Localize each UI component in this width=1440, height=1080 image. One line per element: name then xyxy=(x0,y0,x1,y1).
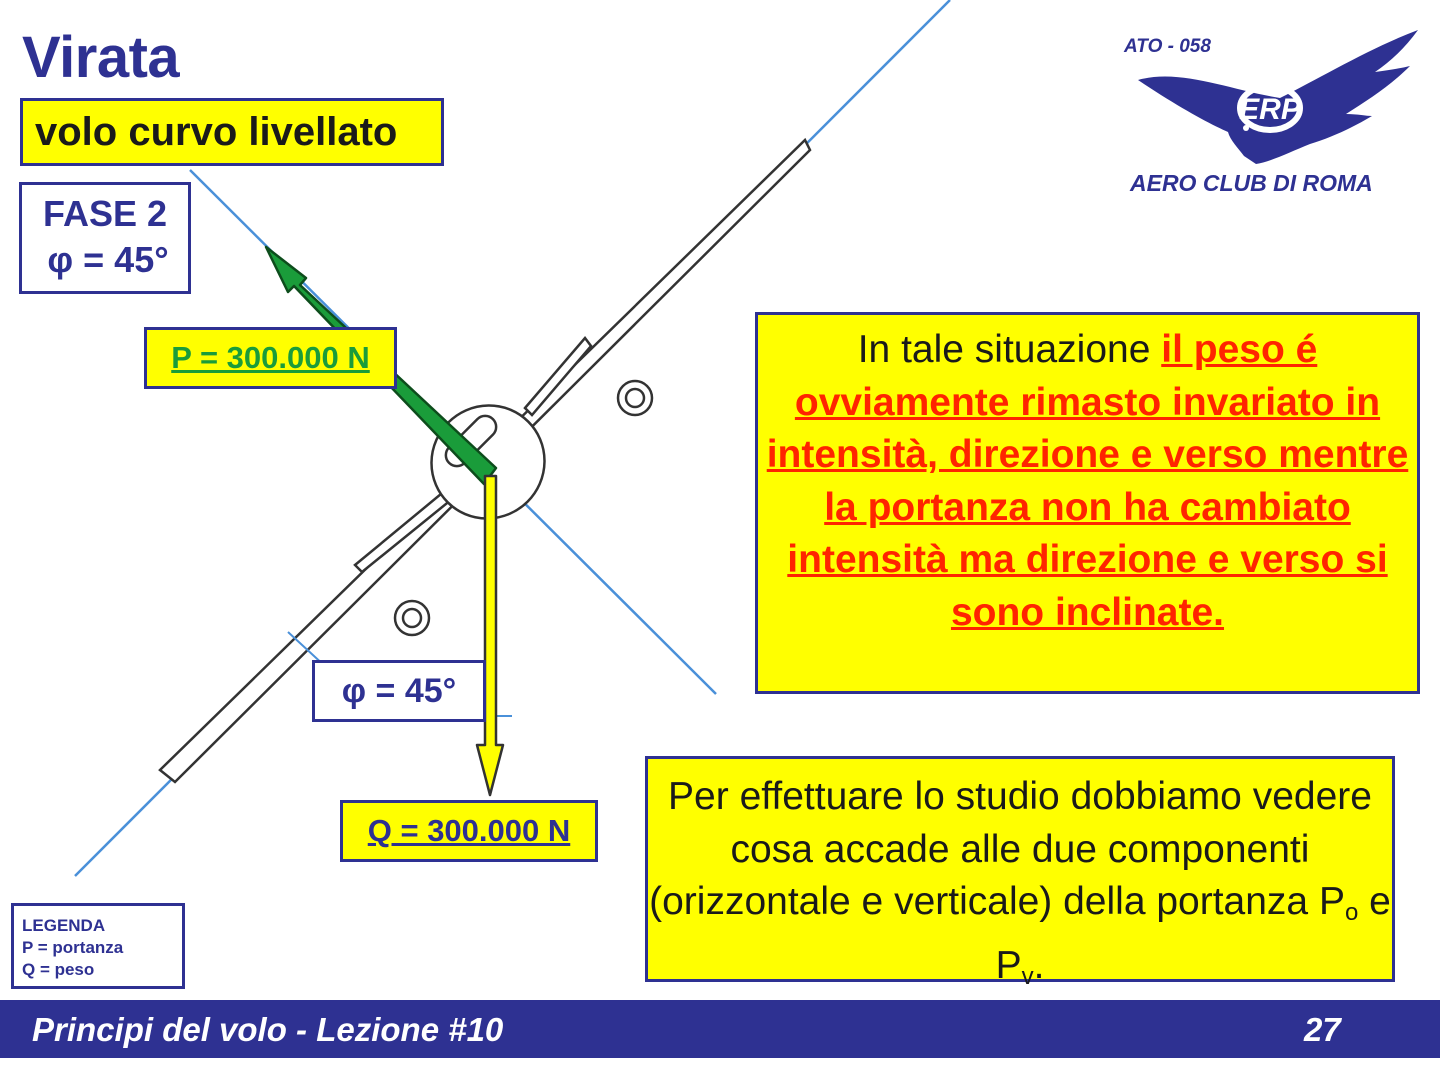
lift-label-text: P = 300.000 N xyxy=(171,340,370,375)
info-box-study-mid: e P xyxy=(995,880,1391,987)
slide-title: Virata xyxy=(22,25,180,90)
logo-code: ATO - 058 xyxy=(1124,36,1211,57)
info-box-study-text: Per effettuare lo studio dobbiamo vedere cosa accade alle due componenti (orizzontale e verticale) della portanza P xyxy=(649,775,1372,923)
info-box-study-end: . xyxy=(1033,943,1045,987)
legend-q: Q = peso xyxy=(22,960,95,979)
weight-label-text: Q = 300.000 N xyxy=(367,813,571,848)
footer-bar xyxy=(0,1000,1440,1058)
subscript-v: v xyxy=(1021,962,1034,990)
legend-box xyxy=(11,903,185,989)
lift-label xyxy=(144,327,397,389)
footer-title: Principi del volo - Lezione #10 xyxy=(32,1011,504,1048)
subtitle-text: volo curvo livellato xyxy=(35,109,398,154)
info-box-situation-highlight: il peso é ovviamente rimasto invariato in intensità, direzione e verso mentre la portanza non ha cambiato intensità ma direzione e verso si sono inclinate. xyxy=(766,328,1409,634)
phase-angle: φ = 45° xyxy=(47,239,169,280)
legend-title: LEGENDA xyxy=(22,916,106,935)
subtitle-box xyxy=(20,98,444,166)
angle-label-text: φ = 45° xyxy=(341,671,457,710)
subscript-o: o xyxy=(1344,899,1359,926)
phase-box xyxy=(19,182,191,294)
weight-arrow xyxy=(477,476,503,795)
weight-label xyxy=(340,800,598,862)
phase-label: FASE 2 xyxy=(42,193,168,234)
angle-label xyxy=(312,660,486,722)
info-box-situation-plain: In tale situazione xyxy=(857,328,1162,371)
page-number: 27 xyxy=(1304,1011,1341,1048)
monogram-text: ERP xyxy=(1239,93,1301,126)
info-box-study xyxy=(645,756,1395,990)
info-box-situation xyxy=(755,312,1420,694)
logo-name: AERO CLUB DI ROMA xyxy=(1130,170,1373,196)
legend-p: P = portanza xyxy=(22,938,124,957)
